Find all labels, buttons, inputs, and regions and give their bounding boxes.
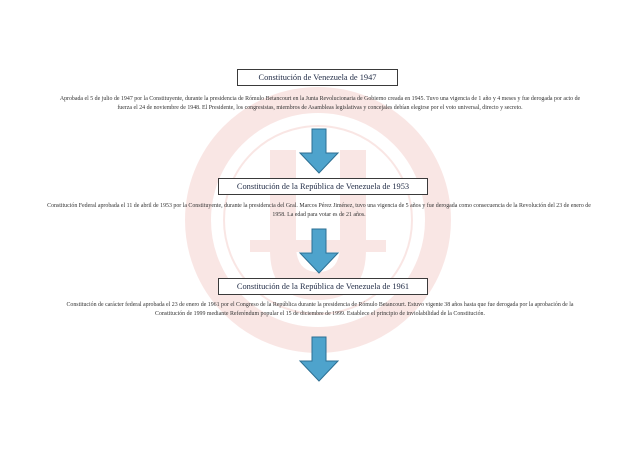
description-1953: Constitución Federal aprobada el 11 de abril de 1953 por la Constituyente, durante la presidencia del Gral. Marcos Pérez Jiménez, tuvo una vigencia de 5 años y fue derogada como consecuencia de la Revolución del 23 de enero de 1958. La edad para votar es de 21 años. xyxy=(47,203,591,218)
down-arrow-icon xyxy=(298,128,340,174)
title-box-1947 xyxy=(237,69,398,86)
title-1953: Constitución de la República de Venezuela de 1953 xyxy=(236,182,410,191)
description-1961: Constitución de carácter federal aprobada el 23 de enero de 1961 por el Congreso de la República durante la presidencia de Rómulo Betancourt. Estuvo vigente 38 años hasta que fue derogada por la aprobación de la Constitución de 1999 mediante Referéndum popular el 15 de diciembre de 1999. Establece el principio de inviolabilidad de la Constitución. xyxy=(66,302,574,317)
description-1947: Aprobada el 5 de julio de 1947 por la Constituyente, durante la presidencia de Rómulo Betancourt en la Junta Revolucionaria de Gobierno creada en 1945. Tuvo una vigencia de 1 año y 4 meses y fue derogada por acto de fuerza el 24 de noviembre de 1948. El Presidente, los congresistas, miembros de Asambleas legislativas y concejales debían elegirse por el voto universal, directo y secreto. xyxy=(59,96,581,111)
title-box-1953 xyxy=(218,178,428,195)
title-box-1961 xyxy=(218,278,428,295)
title-1961: Constitución de la República de Venezuela de 1961 xyxy=(236,282,410,291)
down-arrow-icon xyxy=(298,228,340,274)
down-arrow-icon xyxy=(298,336,340,382)
title-1947: Constitución de Venezuela de 1947 xyxy=(258,73,377,82)
